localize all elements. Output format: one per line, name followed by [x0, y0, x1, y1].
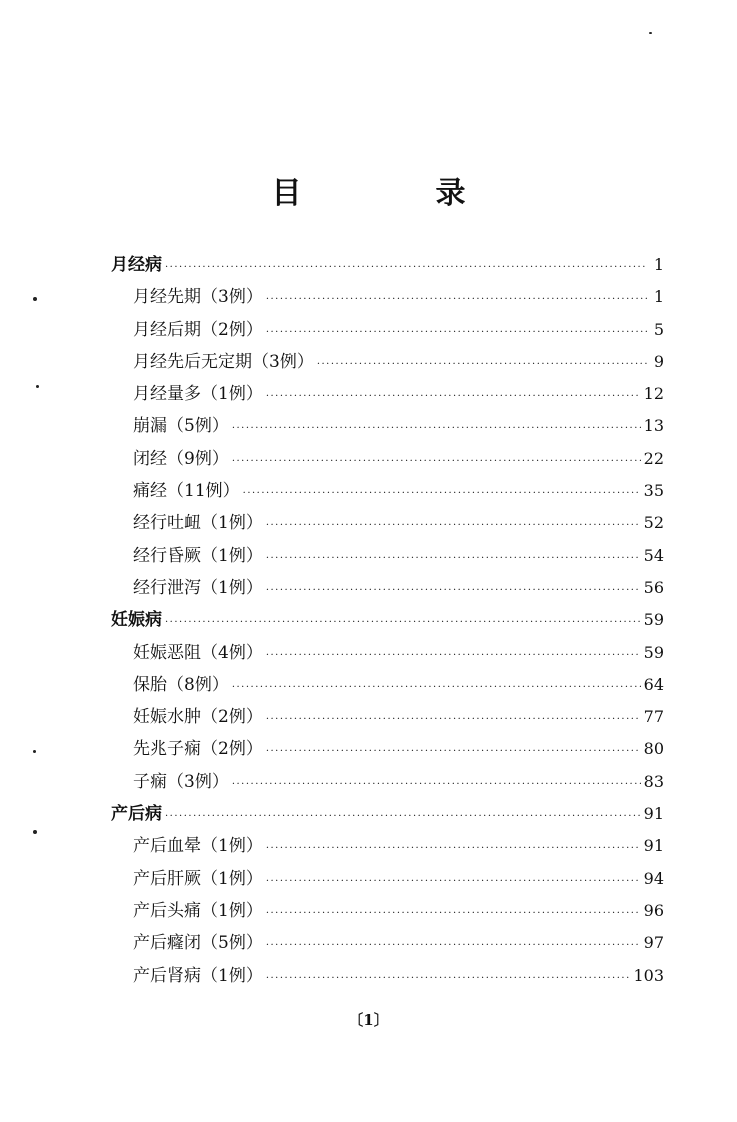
dot-leader [266, 898, 641, 930]
toc-page-number: 12 [643, 384, 664, 404]
dot-leader [232, 769, 641, 801]
dot-leader [266, 510, 641, 542]
toc-entry-row[interactable] [111, 766, 664, 798]
dot-leader [266, 640, 641, 672]
toc-page-number: 13 [643, 416, 664, 436]
page-title: 目 录 [271, 176, 518, 211]
toc-page-number: 59 [643, 642, 664, 662]
toc-page-number: 54 [643, 545, 664, 565]
toc-label: 产后头痛（1例） [133, 900, 263, 921]
toc-page-number: 103 [633, 965, 664, 985]
toc-entry-row[interactable] [111, 669, 664, 701]
toc-label: 产后病 [111, 804, 162, 825]
toc-label: 保胎（8例） [133, 674, 229, 695]
toc-label: 子痫（3例） [133, 771, 229, 792]
toc-page-number: 1 [653, 287, 664, 307]
toc-section-row[interactable] [111, 798, 664, 830]
toc-label: 产后血晕（1例） [133, 836, 263, 857]
toc-label: 产后肾病（1例） [133, 965, 263, 986]
scan-speck [649, 32, 652, 34]
dot-leader [266, 704, 641, 736]
toc-entry-row[interactable] [111, 895, 664, 927]
toc-section-row[interactable] [111, 604, 664, 636]
dot-leader [165, 607, 641, 639]
dot-leader [266, 736, 641, 768]
dot-leader [232, 413, 641, 445]
toc-page-number: 64 [643, 674, 664, 694]
scan-speck [33, 830, 37, 834]
toc-entry-row[interactable] [111, 475, 664, 507]
toc-entry-row[interactable] [111, 540, 664, 572]
toc-label: 产后肝厥（1例） [133, 868, 263, 889]
dot-leader [266, 930, 641, 962]
toc-entry-row[interactable] [111, 701, 664, 733]
toc-label: 经行泄泻（1例） [133, 577, 263, 598]
toc-page-number: 77 [643, 707, 664, 727]
toc-section-row[interactable] [111, 249, 664, 281]
dot-leader [165, 801, 641, 833]
toc-entry-row[interactable] [111, 927, 664, 959]
toc-page-number: 9 [653, 351, 664, 371]
toc-label: 痛经（11例） [133, 481, 240, 502]
toc-page-number: 97 [643, 933, 664, 953]
toc-entry-row[interactable] [111, 281, 664, 313]
toc-label: 妊娠恶阻（4例） [133, 642, 263, 663]
toc-page-number: 5 [653, 319, 664, 339]
toc-label: 经行吐衄（1例） [133, 513, 263, 534]
toc-entry-row[interactable] [111, 830, 664, 862]
toc-label: 月经量多（1例） [133, 384, 263, 405]
toc-page-number: 91 [643, 836, 664, 856]
toc-entry-row[interactable] [111, 314, 664, 346]
dot-leader [266, 833, 641, 865]
toc-label: 产后癃闭（5例） [133, 933, 263, 954]
scan-speck [33, 750, 36, 753]
dot-leader [266, 543, 641, 575]
toc-entry-row[interactable] [111, 863, 664, 895]
toc-entry-row[interactable] [111, 733, 664, 765]
dot-leader [243, 478, 641, 510]
toc-page-number: 96 [643, 900, 664, 920]
toc-page-number: 59 [643, 610, 664, 630]
table-of-contents [111, 249, 664, 992]
dot-leader [165, 252, 647, 284]
dot-leader [266, 575, 641, 607]
toc-page-number: 52 [643, 513, 664, 533]
dot-leader [266, 317, 647, 349]
dot-leader [266, 284, 647, 316]
toc-entry-row[interactable] [111, 346, 664, 378]
dot-leader [266, 381, 641, 413]
toc-entry-row[interactable] [111, 637, 664, 669]
page-number-footer: 〔1〕 [348, 1011, 389, 1029]
dot-leader [266, 963, 631, 995]
toc-page-number: 1 [653, 255, 664, 274]
scan-speck [36, 385, 39, 388]
toc-entry-row[interactable] [111, 960, 664, 992]
toc-label: 闭经（9例） [133, 448, 229, 469]
toc-entry-row[interactable] [111, 507, 664, 539]
toc-page-number: 80 [643, 739, 664, 759]
toc-label: 月经先后无定期（3例） [133, 351, 314, 372]
toc-page-number: 22 [643, 448, 664, 468]
toc-label: 妊娠水肿（2例） [133, 707, 263, 728]
toc-page-number: 35 [643, 481, 664, 501]
toc-page-number: 56 [643, 577, 664, 597]
toc-entry-row[interactable] [111, 410, 664, 442]
dot-leader [232, 672, 641, 704]
toc-entry-row[interactable] [111, 572, 664, 604]
toc-label: 经行昏厥（1例） [133, 545, 263, 566]
toc-page-number: 94 [643, 868, 664, 888]
toc-label: 月经病 [111, 255, 162, 275]
toc-label: 先兆子痫（2例） [133, 739, 263, 760]
dot-leader [266, 866, 641, 898]
toc-entry-row[interactable] [111, 443, 664, 475]
toc-label: 妊娠病 [111, 610, 162, 631]
toc-page-number: 83 [643, 771, 664, 791]
toc-label: 月经后期（2例） [133, 319, 263, 340]
dot-leader [317, 349, 647, 381]
scan-speck [33, 297, 37, 301]
toc-page-number: 91 [643, 804, 664, 824]
dot-leader [232, 446, 641, 478]
toc-entry-row[interactable] [111, 378, 664, 410]
toc-label: 崩漏（5例） [133, 416, 229, 437]
toc-label: 月经先期（3例） [133, 287, 263, 308]
